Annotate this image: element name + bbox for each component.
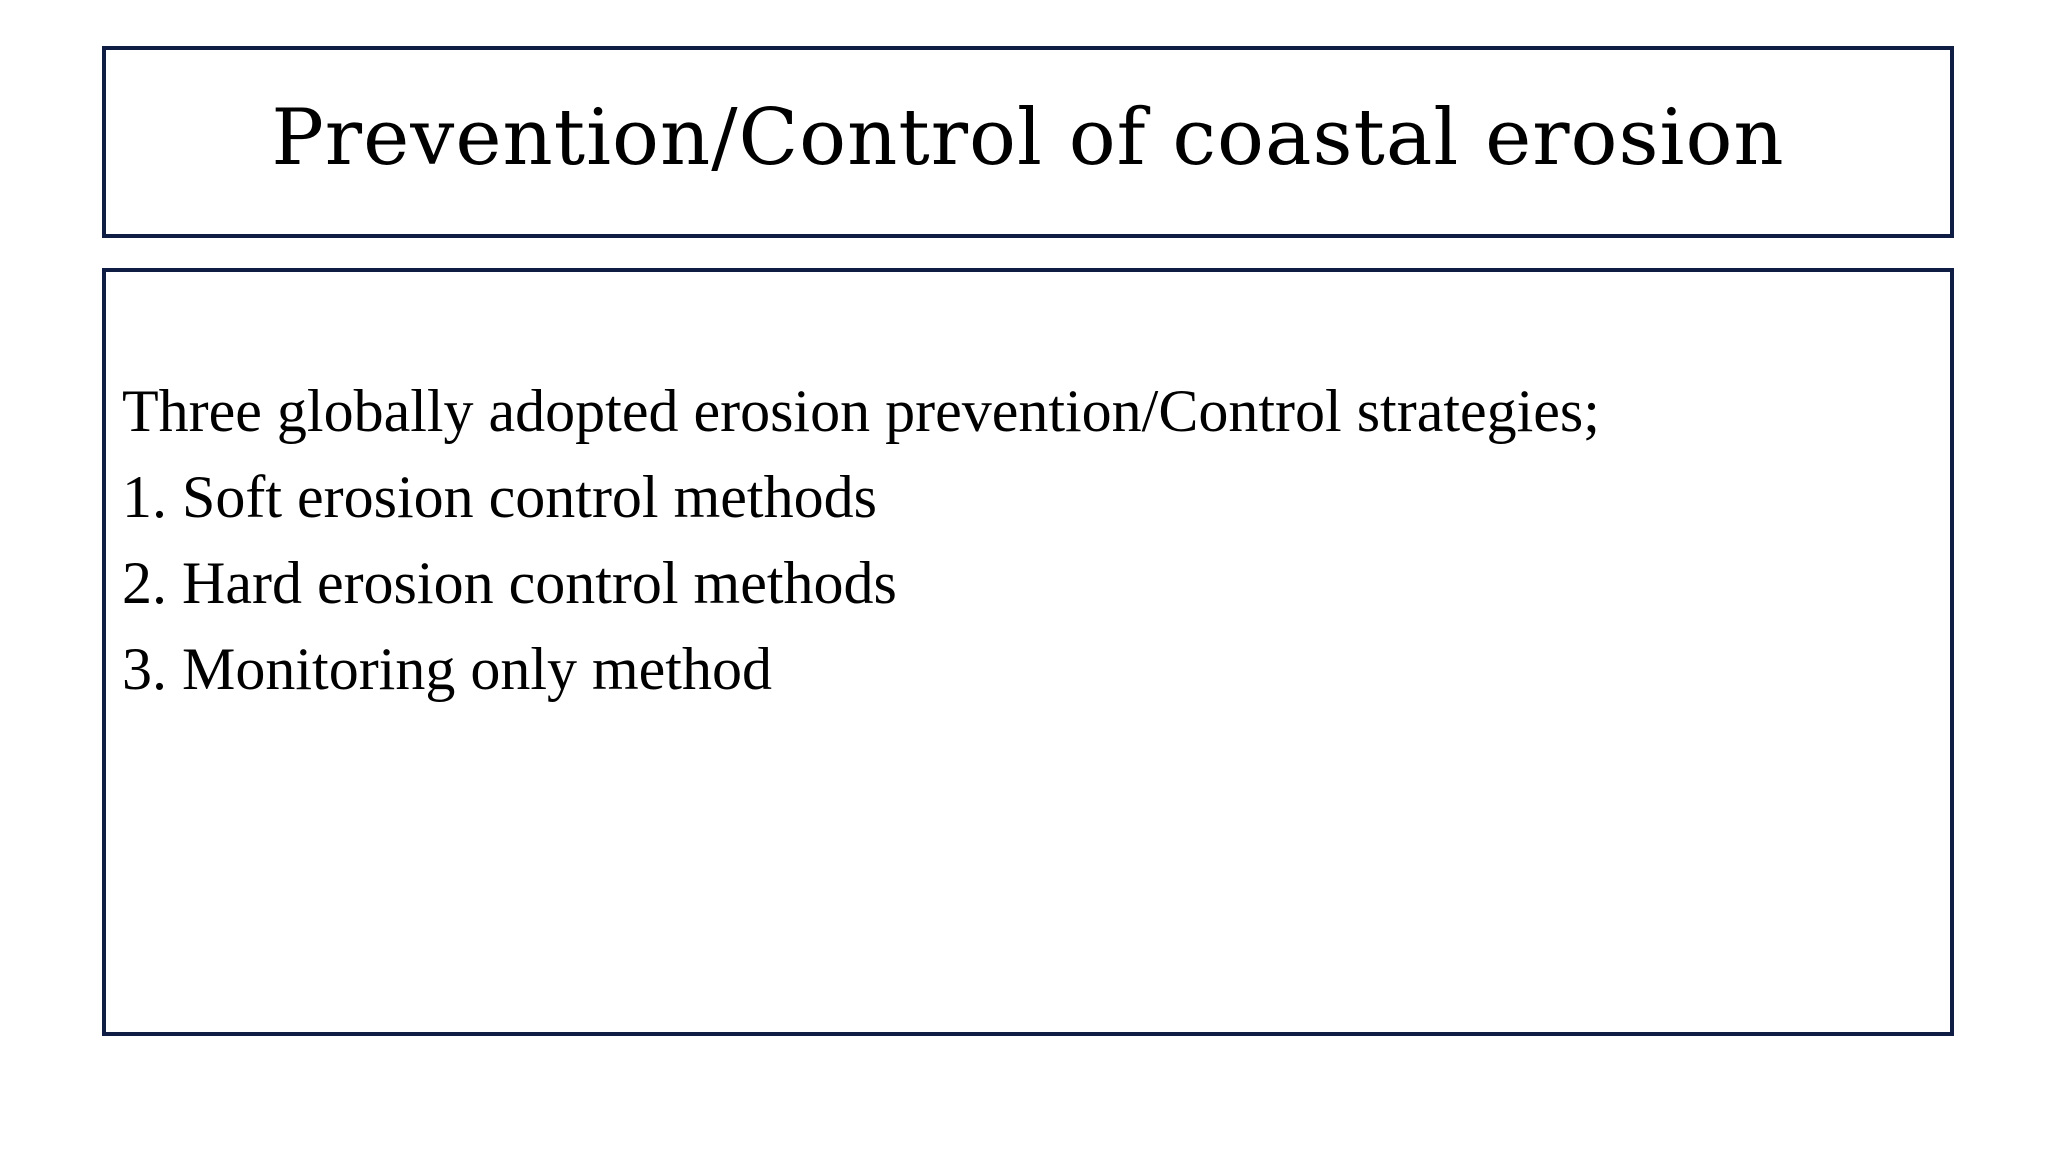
list-item-soft-methods: 1. Soft erosion control methods	[122, 464, 877, 530]
content-box	[102, 268, 1954, 1036]
list-item-monitoring-only: 3. Monitoring only method	[122, 636, 772, 702]
content-text	[122, 368, 1600, 712]
intro-line: Three globally adopted erosion prevention/Control strategies;	[122, 378, 1600, 444]
title-box	[102, 46, 1954, 238]
list-item-hard-methods: 2. Hard erosion control methods	[122, 550, 897, 616]
slide-title: Prevention/Control of coastal erosion	[271, 93, 1785, 183]
